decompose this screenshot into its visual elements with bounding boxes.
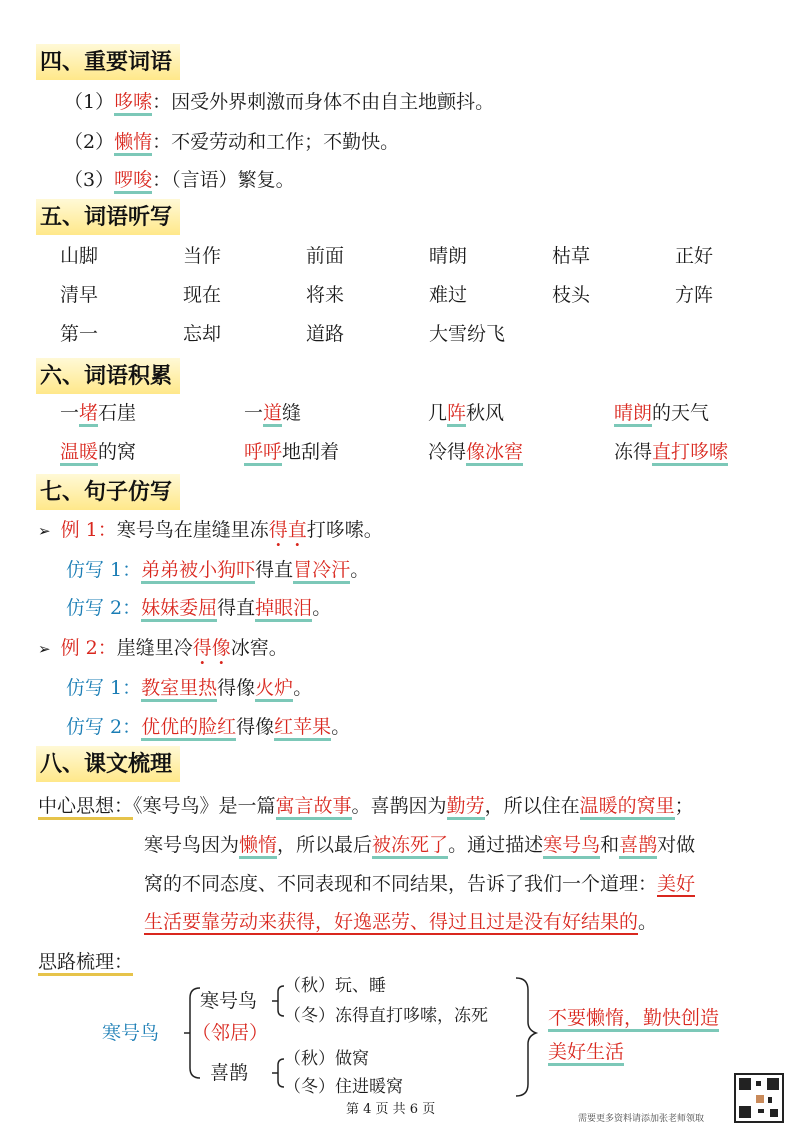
central-idea-line-4: 生活要靠劳动来获得，好逸恶劳、得过且过是没有好结果的。 <box>144 911 658 933</box>
phrase: 一道缝 <box>244 399 301 427</box>
map-neighbor: （邻居） <box>192 1022 269 1044</box>
example-2: ➢ 例 2：崖缝里冷得像冰窖。 <box>38 637 288 659</box>
dictation-word: 第一 <box>60 323 99 345</box>
section-title-important-words: 四、重要词语 <box>36 44 180 80</box>
section-title-dictation: 五、词语听写 <box>36 199 180 235</box>
outline-label: 思路梳理： <box>38 948 133 976</box>
map-leaf: （冬）住进暖窝 <box>284 1077 403 1097</box>
dictation-word: 正好 <box>675 245 714 267</box>
keyword: 啰唆 <box>114 169 152 194</box>
item-number: （3） <box>64 169 115 191</box>
phrase: 呼呼地刮着 <box>244 438 339 466</box>
central-idea-line-3: 窝的不同态度、不同表现和不同结果，告诉了我们一个道理：美好 <box>144 873 696 895</box>
dictation-word: 方阵 <box>675 284 714 306</box>
imitation-1: 仿写 1：弟弟被小狗吓得直冒冷汗。 <box>66 556 369 584</box>
keyword: 哆嗦 <box>114 91 152 116</box>
map-moral-2: 美好生活 <box>548 1038 624 1066</box>
phrase: 冻得直打哆嗦 <box>614 438 728 466</box>
phrase: 一堵石崖 <box>60 399 136 427</box>
map-moral-1: 不要懒惰，勤快创造 <box>548 1004 719 1032</box>
bracket-right <box>516 978 536 1096</box>
dictation-word: 将来 <box>306 284 345 306</box>
definition: ：不爱劳动和工作；不勤快。 <box>152 131 400 153</box>
map-leaf: （秋）做窝 <box>284 1049 369 1069</box>
dictation-word: 难过 <box>429 284 468 306</box>
qr-code-icon <box>734 1073 784 1123</box>
central-idea-line-2: 寒号鸟因为懒惰，所以最后被冻死了。通过描述寒号鸟和喜鹊对做 <box>144 831 695 859</box>
central-idea-line-1: 中心思想：《寒号鸟》是一篇寓言故事。喜鹊因为勤劳，所以住在温暖的窝里； <box>38 792 694 820</box>
dictation-word: 山脚 <box>60 245 99 267</box>
dictation-word: 当作 <box>183 245 222 267</box>
dictation-word: 现在 <box>183 284 222 306</box>
definition: ：（言语）繁复。 <box>152 169 295 191</box>
dictation-word: 道路 <box>306 323 345 345</box>
keyword: 懒惰 <box>114 131 152 156</box>
map-root: 寒号鸟 <box>102 1022 160 1044</box>
dictation-word: 大雪纷飞 <box>429 323 506 345</box>
definition: ：因受外界刺激而身体不由自主地颤抖。 <box>152 91 495 113</box>
section-title-word-accumulation: 六、词语积累 <box>36 358 180 394</box>
item-number: （2） <box>64 131 115 153</box>
phrase: 温暖的窝 <box>60 438 136 466</box>
page-number: 第 4 页 共 6 页 <box>346 1102 436 1117</box>
phrase: 晴朗的天气 <box>614 399 709 427</box>
dictation-word: 忘却 <box>183 323 222 345</box>
item-number: （1） <box>64 91 115 113</box>
dictation-word: 晴朗 <box>429 245 468 267</box>
section-title-sentence-imitation: 七、句子仿写 <box>36 474 180 510</box>
map-branch-hanhaoniao: 寒号鸟 <box>200 990 258 1012</box>
map-leaf: （冬）冻得直打哆嗦，冻死 <box>284 1006 488 1026</box>
imitation-2: 仿写 2：妹妹委屈得直掉眼泪。 <box>66 594 331 622</box>
phrase: 冷得像冰窖 <box>428 438 523 466</box>
map-branch-xique: 喜鹊 <box>210 1062 249 1084</box>
imitation-4: 仿写 2：优优的脸红得像红苹果。 <box>66 713 350 741</box>
phrase: 几阵秋风 <box>428 399 504 427</box>
example-1: ➢ 例 1：寒号鸟在崖缝里冻得直打哆嗦。 <box>38 519 383 541</box>
section-title-text-outline: 八、课文梳理 <box>36 746 180 782</box>
map-leaf: （秋）玩、睡 <box>284 976 386 996</box>
bullet-icon: ➢ <box>38 522 51 540</box>
dictation-word: 枯草 <box>552 245 591 267</box>
qr-caption: 需要更多资料请添加张老师领取 <box>578 1114 705 1124</box>
dictation-word: 前面 <box>306 245 345 267</box>
dictation-word: 枝头 <box>552 284 591 306</box>
imitation-3: 仿写 1：教室里热得像火炉。 <box>66 674 312 702</box>
bullet-icon: ➢ <box>38 640 51 658</box>
dictation-word: 清早 <box>60 284 99 306</box>
